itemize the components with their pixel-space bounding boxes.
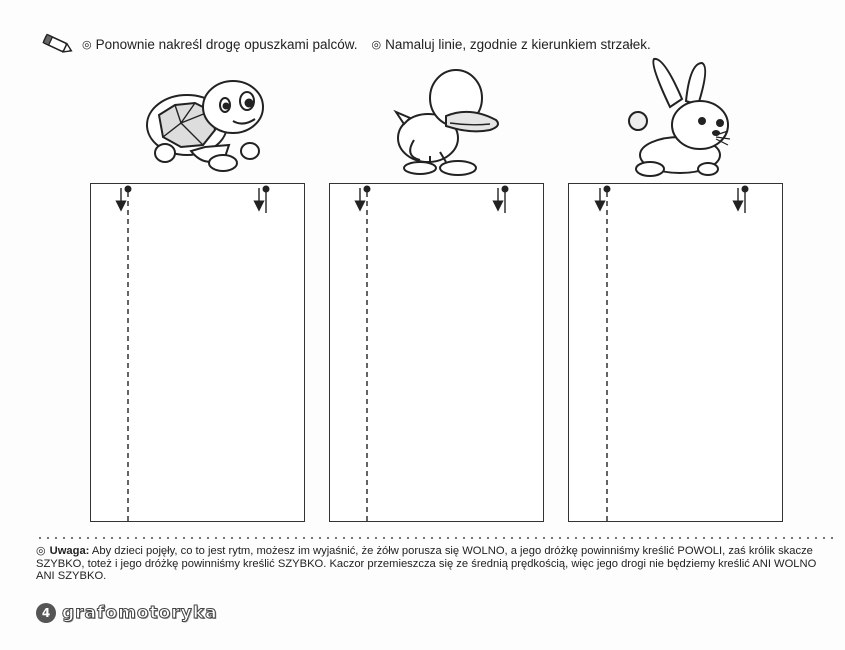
dotted-divider: [36, 536, 836, 540]
page-number: 4: [36, 603, 56, 623]
bullet-icon: ◎: [371, 38, 382, 51]
brand-logo: grafomotoryka: [62, 603, 218, 623]
footer: [36, 603, 218, 623]
bullet-icon: ◎: [36, 545, 46, 557]
note-text: Aby dzieci pojęły, co to jest rytm, możesz im wyjaśnić, że żółw porusza się WOLNO, a jego dróżkę powinniśmy kreślić POWOLI, zaś królik skacze SZYBKO, toteż i jego dróżkę powinniśmy kreślić SZYBKO. Kaczor przemieszcza się ze średnią prędkością, więc jego drogi nie będziemy kreślić ANI WOLNO ANI SZYBKO.: [36, 545, 817, 582]
teacher-note: [36, 545, 836, 583]
start-dot-icon: [364, 186, 370, 192]
start-dot-icon: [125, 186, 131, 192]
bullet-icon: ◎: [82, 38, 92, 51]
instruction-2-text: Namaluj linie, zgodnie z kierunkiem strzałek.: [385, 36, 651, 52]
start-dot-icon: [263, 186, 269, 192]
instruction-1-text: Ponownie nakreśl drogę opuszkami palców.: [95, 36, 358, 52]
start-dot-icon: [502, 186, 508, 192]
note-label: Uwaga:: [49, 545, 90, 557]
start-dot-icon: [742, 186, 748, 192]
start-dot-icon: [604, 186, 610, 192]
